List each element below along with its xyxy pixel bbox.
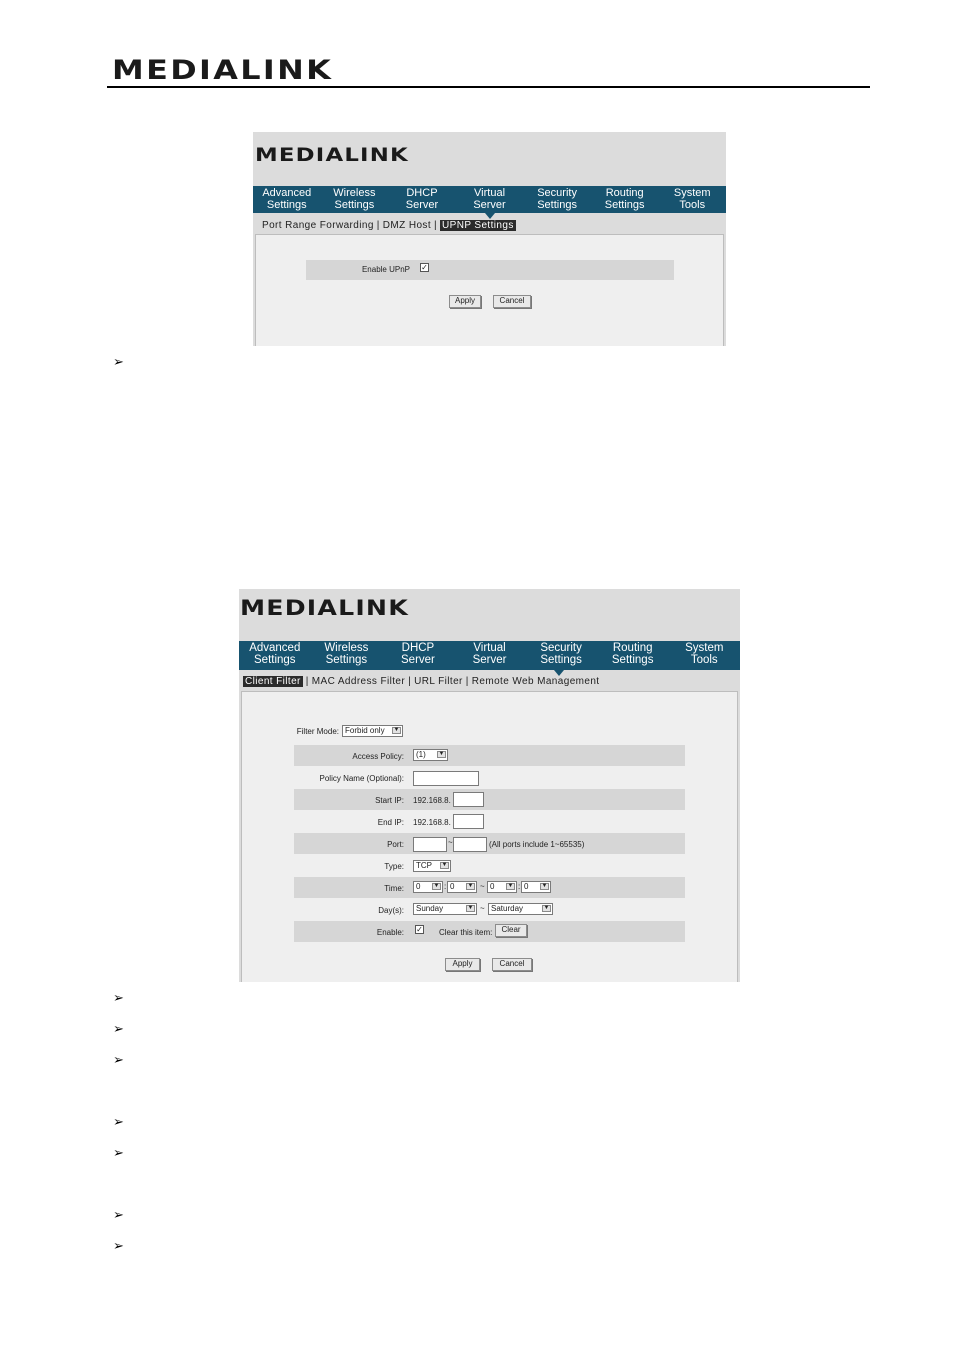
access-policy-select[interactable]: (1) ▼ bbox=[413, 749, 448, 761]
bullet-icon: ➢ bbox=[113, 1207, 124, 1222]
type-select[interactable]: TCP ▼ bbox=[413, 860, 451, 872]
nav-system-tools[interactable]: System Tools bbox=[673, 187, 711, 211]
clear-item-label: Clear this item: bbox=[439, 928, 493, 937]
bullet-icon: ➢ bbox=[113, 354, 124, 369]
port-end-input[interactable] bbox=[453, 837, 487, 852]
chevron-down-icon: ▼ bbox=[541, 883, 548, 889]
nav-security-settings[interactable]: Security Settings bbox=[537, 187, 577, 211]
bullet-icon: ➢ bbox=[113, 1145, 124, 1160]
bullet-icon: ➢ bbox=[113, 990, 124, 1005]
filter-mode-label: Filter Mode: bbox=[296, 727, 339, 736]
day-to-select[interactable]: Saturday ▼ bbox=[488, 903, 553, 915]
client-filter-screenshot bbox=[239, 589, 740, 982]
enable-checkbox[interactable]: ✓ bbox=[416, 925, 423, 934]
sub-nav: Client Filter | MAC Address Filter | URL Filter | Remote Web Management bbox=[245, 676, 600, 687]
day-separator: ~ bbox=[480, 904, 485, 913]
enable-upnp-label: Enable UPnP bbox=[361, 265, 410, 274]
time-colon: : bbox=[444, 882, 447, 891]
nav-advanced-settings[interactable]: Advanced Settings bbox=[262, 187, 312, 211]
screenshot-logo: MEDIALINK bbox=[255, 144, 409, 166]
nav-system-tools[interactable]: System Tools bbox=[685, 642, 724, 666]
end-ip-input[interactable] bbox=[453, 814, 484, 829]
enable-upnp-checkbox[interactable]: ✓ bbox=[421, 263, 428, 272]
main-nav bbox=[239, 641, 740, 670]
nav-routing-settings[interactable]: Routing Settings bbox=[611, 642, 654, 666]
time-colon: : bbox=[518, 882, 521, 891]
content-panel bbox=[255, 234, 724, 346]
apply-button[interactable]: Apply bbox=[449, 295, 481, 308]
end-ip-label: End IP: bbox=[377, 818, 404, 827]
nav-routing-settings[interactable]: Routing Settings bbox=[604, 187, 645, 211]
nav-virtual-server[interactable]: Virtual Server bbox=[472, 642, 507, 666]
nav-security-settings[interactable]: Security Settings bbox=[540, 642, 582, 666]
screenshot-logo: MEDIALINK bbox=[240, 596, 409, 620]
subnav-dmz-host[interactable]: DMZ Host bbox=[382, 220, 431, 231]
port-label: Port: bbox=[387, 840, 404, 849]
time-end-hour-select[interactable]: 0 ▼ bbox=[487, 881, 517, 893]
apply-button[interactable]: Apply bbox=[445, 958, 480, 971]
cancel-button[interactable]: Cancel bbox=[492, 958, 532, 971]
subnav-port-range-forwarding[interactable]: Port Range Forwarding bbox=[262, 220, 374, 231]
subnav-url-filter[interactable]: URL Filter bbox=[414, 676, 463, 687]
bullet-icon: ➢ bbox=[113, 1052, 124, 1067]
chevron-down-icon: ▼ bbox=[438, 751, 445, 757]
upnp-screenshot bbox=[253, 132, 726, 346]
bullet-icon: ➢ bbox=[113, 1238, 124, 1253]
subnav-mac-address-filter[interactable]: MAC Address Filter bbox=[311, 676, 406, 687]
nav-dhcp-server[interactable]: DHCP Server bbox=[401, 642, 435, 666]
sub-nav: Port Range Forwarding | DMZ Host | UPNP Settings bbox=[262, 220, 514, 231]
days-label: Day(s): bbox=[378, 906, 404, 915]
time-start-minute-select[interactable]: 0 ▼ bbox=[447, 881, 477, 893]
page-logo: MEDIALINK bbox=[112, 55, 334, 86]
nav-virtual-server[interactable]: Virtual Server bbox=[473, 187, 506, 211]
start-ip-input[interactable] bbox=[453, 792, 484, 807]
nav-wireless-settings[interactable]: Wireless Settings bbox=[333, 187, 376, 211]
subnav-upnp-settings[interactable]: UPNP Settings bbox=[442, 220, 514, 231]
chevron-down-icon: ▼ bbox=[507, 883, 514, 889]
active-nav-marker bbox=[485, 213, 495, 219]
time-label: Time: bbox=[384, 884, 404, 893]
type-label: Type: bbox=[384, 862, 404, 871]
filter-mode-select[interactable]: Forbid only ▼ bbox=[342, 725, 403, 737]
time-start-hour-select[interactable]: 0 ▼ bbox=[413, 881, 443, 893]
chevron-down-icon: ▼ bbox=[433, 883, 440, 889]
time-end-minute-select[interactable]: 0 ▼ bbox=[521, 881, 551, 893]
cancel-button[interactable]: Cancel bbox=[493, 295, 531, 308]
main-nav bbox=[253, 186, 726, 213]
end-ip-prefix: 192.168.8. bbox=[413, 818, 451, 827]
bullet-icon: ➢ bbox=[113, 1114, 124, 1129]
start-ip-label: Start IP: bbox=[375, 796, 404, 805]
access-policy-label: Access Policy: bbox=[352, 752, 404, 761]
enable-label: Enable: bbox=[376, 928, 404, 937]
port-start-input[interactable] bbox=[413, 837, 447, 852]
header-rule bbox=[107, 86, 870, 88]
chevron-down-icon: ▼ bbox=[543, 905, 550, 911]
policy-name-input[interactable] bbox=[413, 771, 479, 786]
clear-button[interactable]: Clear bbox=[495, 924, 527, 937]
port-note: (All ports include 1~65535) bbox=[489, 840, 585, 849]
chevron-down-icon: ▼ bbox=[393, 727, 400, 733]
bullet-icon: ➢ bbox=[113, 1021, 124, 1036]
chevron-down-icon: ▼ bbox=[467, 905, 474, 911]
nav-wireless-settings[interactable]: Wireless Settings bbox=[324, 642, 369, 666]
subnav-remote-web-management[interactable]: Remote Web Management bbox=[471, 676, 600, 687]
port-separator: ~ bbox=[448, 838, 453, 847]
chevron-down-icon: ▼ bbox=[441, 862, 448, 868]
time-separator: ~ bbox=[480, 882, 485, 891]
chevron-down-icon: ▼ bbox=[467, 883, 474, 889]
nav-dhcp-server[interactable]: DHCP Server bbox=[405, 187, 439, 211]
nav-advanced-settings[interactable]: Advanced Settings bbox=[249, 642, 301, 666]
start-ip-prefix: 192.168.8. bbox=[413, 796, 451, 805]
policy-name-label: Policy Name (Optional): bbox=[319, 774, 404, 783]
day-from-select[interactable]: Sunday ▼ bbox=[413, 903, 477, 915]
subnav-client-filter[interactable]: Client Filter bbox=[245, 676, 301, 687]
